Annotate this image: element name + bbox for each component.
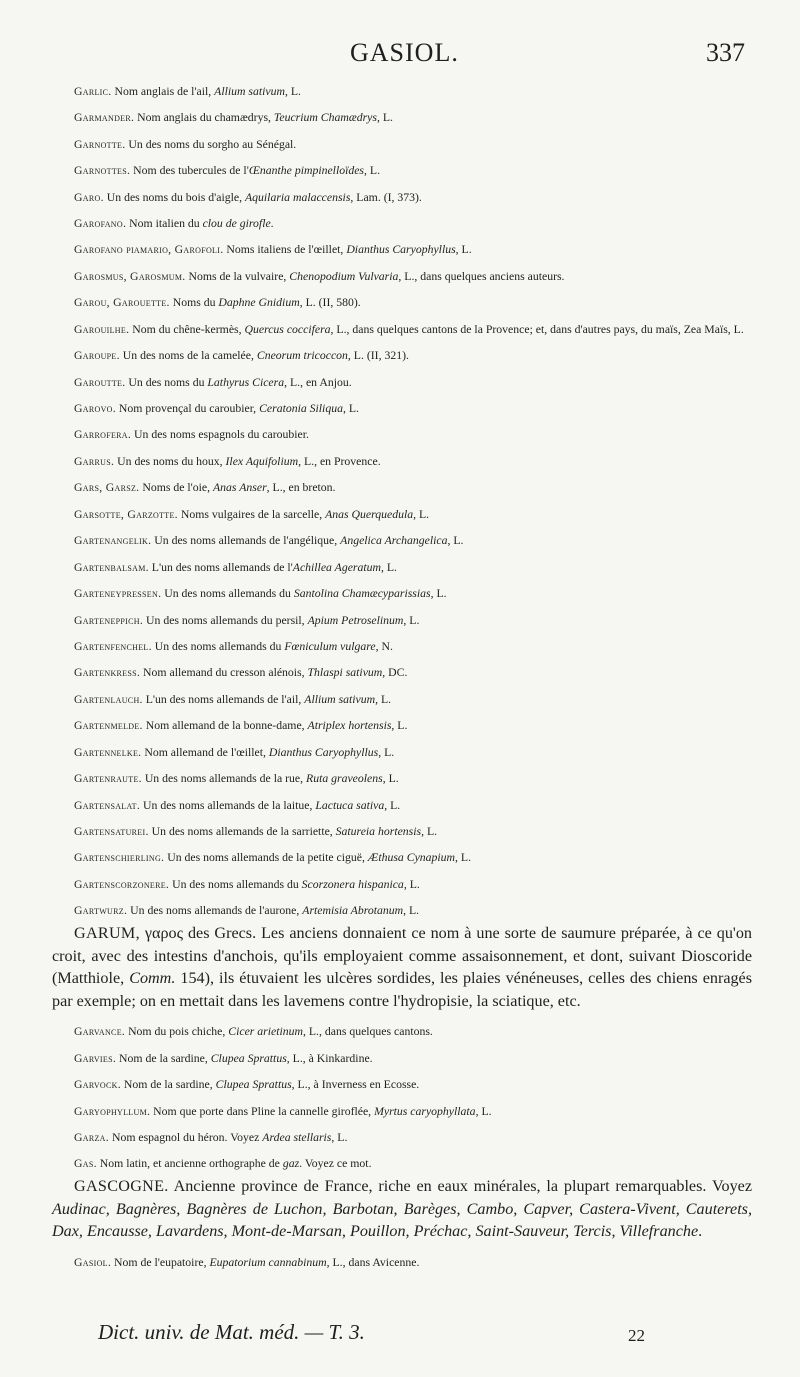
entry-term: Garoupe. (74, 349, 120, 363)
entry-latin-name: Ceratonia Siliqua (259, 402, 343, 415)
dictionary-entry (52, 1078, 752, 1093)
entry-definition: Un des noms allemands de la rue, (144, 772, 307, 786)
entry-term: Gas. (74, 1157, 97, 1171)
entry-term: Garrus. (74, 454, 115, 468)
entry-term: Garovo. (74, 402, 116, 415)
entry-definition: Nom du pois chiche, (128, 1025, 229, 1039)
dictionary-entry (52, 1131, 752, 1146)
dictionary-entry (52, 1105, 752, 1120)
entry-definition: Nom allemand de l'œillet, (144, 745, 269, 759)
entry-term: Garvock. (74, 1078, 121, 1092)
entry-definition: Un des noms allemands de la laitue, (143, 798, 316, 812)
entry-latin-name: Anas Anser (213, 481, 267, 495)
entry-definition: L'un des noms allemands de l' (151, 560, 293, 574)
dictionary-entry (52, 799, 752, 814)
page-number: 337 (706, 38, 745, 67)
entry-latin-name: Clupea Sprattus (210, 1051, 287, 1065)
entry-tail: , DC. (382, 666, 408, 680)
entry-latin-name: Achillea Ageratum (292, 560, 381, 574)
entry-term: Garnotte. (74, 137, 126, 151)
dictionary-entry (52, 85, 752, 100)
entry-latin-name: Comm. (129, 970, 176, 988)
entry-term: Garo. (74, 190, 104, 204)
entry-definition: Noms vulgaires de la sarcelle, (180, 507, 326, 521)
entry-term: Garofano piamario, Garofoli. (74, 243, 224, 257)
entry-tail: 154), ils étuvaient les ulcères sordides, les plaies vénéneuses, celles des chiens enragés par exemple; on en mettait dans les lavemens contre l'hydropisie, la sciatique, etc. (52, 970, 752, 1010)
entry-latin-name: Apium Petroselinum (307, 613, 404, 627)
entry-definition: Nom anglais du chamædrys, (137, 111, 274, 125)
entry-definition: Ancienne province de France, riche en eaux minérales, la plupart remarquables. Voyez (173, 1178, 752, 1196)
entry-tail: , L. (382, 772, 399, 786)
entry-tail: , L. (475, 1104, 492, 1118)
entry-definition: Nom de l'eupatoire, (114, 1255, 210, 1269)
entry-definition: Nom de la sardine, (123, 1078, 216, 1092)
dictionary-entry (52, 851, 752, 866)
entry-tail: , Lam. (I, 373). (350, 190, 422, 204)
entry-definition: Nom allemand de la bonne-dame, (145, 719, 308, 733)
entry-term: Garza. (74, 1131, 110, 1144)
entry-tail: , L., dans quelques anciens auteurs. (398, 269, 565, 283)
entry-tail: . (698, 1223, 703, 1241)
entry-tail: , L. (447, 534, 464, 548)
entry-term: Garouilhe. (74, 322, 130, 336)
dictionary-entry (52, 138, 752, 153)
entry-tail: , L. (384, 798, 401, 812)
entry-term: Gartenschierling. (74, 851, 165, 865)
dictionary-entry (52, 1157, 752, 1172)
printer-signature: Dict. univ. de Mat. méd. — T. 3. (98, 1320, 365, 1344)
entry-tail: , L. (391, 719, 408, 733)
dictionary-entry (52, 1256, 752, 1271)
dictionary-entry (52, 164, 752, 179)
dictionary-entry (52, 508, 752, 523)
entry-latin-name: Quercus coccifera (244, 322, 331, 336)
entry-latin-name: Æthusa Cynapium (367, 851, 456, 865)
dictionary-entry (52, 878, 752, 893)
entry-latin-name: clou de girofle (202, 216, 271, 230)
entry-definition: Noms du (172, 296, 219, 310)
entry-definition: Un des noms allemands de l'aurone, (130, 904, 303, 918)
entry-tail: , L., dans quelques cantons de la Provence; et, dans d'autres pays, du maïs, Zea Maïs, L. (330, 322, 744, 336)
entry-definition: Nom du chêne-kermès, (132, 322, 245, 336)
entry-definition: Un des noms allemands de la sarriette, (151, 825, 336, 838)
dictionary-entry (52, 923, 752, 1014)
entry-definition: Un des noms du houx, (117, 454, 226, 468)
entry-latin-name: Cicer arietinum (228, 1025, 303, 1039)
entry-latin-name: Atriplex hortensis (307, 719, 392, 733)
entry-definition: Nom latin, et ancienne orthographe de (99, 1157, 283, 1171)
dictionary-entry (52, 428, 752, 443)
entry-latin-name: Ruta graveolens (306, 772, 383, 786)
entry-term: Gartenraute. (74, 772, 142, 786)
entry-tail: , L. (403, 904, 420, 918)
dictionary-entry (52, 772, 752, 787)
entry-tail: , L. (403, 613, 420, 627)
entry-term: Gars, Garsz. (74, 481, 140, 495)
entry-tail: , L., à Kinkardine. (286, 1051, 373, 1065)
entry-tail: , L. (364, 164, 381, 178)
entry-tail: , L. (413, 507, 430, 521)
entry-term: Garteneypressen. (74, 587, 162, 601)
dictionary-entry (52, 666, 752, 681)
entry-term: Garmander. (74, 111, 135, 125)
entry-tail: , L. (380, 560, 397, 574)
dictionary-entry (52, 111, 752, 126)
dictionary-entry (52, 614, 752, 629)
dictionary-entry (52, 481, 752, 496)
entry-latin-name: Anas Querquedula (325, 507, 414, 521)
entry-term: Gartensaturei. (74, 825, 149, 838)
entry-latin-name: Daphne Gnidium (218, 296, 300, 310)
entry-tail: . Voyez ce mot. (299, 1157, 372, 1171)
dictionary-entry (52, 376, 752, 391)
entry-tail: , L. (403, 877, 420, 891)
entry-latin-name: Ilex Aquifolium (225, 454, 299, 468)
entry-tail: , L. (378, 745, 395, 759)
entry-tail: , L. (455, 243, 472, 257)
entry-term: Gartennelke. (74, 745, 142, 759)
entry-latin-name: Allium sativum (214, 84, 285, 98)
entry-definition: L'un des noms allemands de l'ail, (145, 692, 305, 706)
entry-definition: Un des noms espagnols du caroubier. (134, 428, 309, 442)
entry-definition: Un des noms allemands du (164, 587, 294, 601)
entry-latin-name: gaz (282, 1157, 300, 1171)
entry-term: Garoutte. (74, 375, 126, 389)
page-header (0, 38, 800, 70)
entry-tail: , L., en Anjou. (284, 375, 352, 389)
dictionary-entry (52, 1052, 752, 1067)
entry-tail: , N. (375, 639, 393, 653)
dictionary-entry (52, 455, 752, 470)
entry-latin-name: Clupea Sprattus (215, 1078, 292, 1092)
dictionary-entry (52, 349, 752, 364)
entry-term: Gartenbalsam. (74, 560, 149, 574)
dictionary-entry (52, 296, 752, 311)
entry-latin-name: Audinac, Bagnères, Bagnères de Luchon, Barbotan, Barèges, Cambo, Capver, Castera-Vivent, Cauterets, Dax, Encausse, Lavardens, Mont-de-Marsan, Pouillon, Préchac, Saint-Sauveur, Tercis, Villefranche (52, 1200, 752, 1241)
dictionary-entry (52, 904, 752, 919)
entry-definition: Nom de la sardine, (119, 1051, 211, 1065)
entry-term: Gartenscorzonere. (74, 877, 170, 891)
dictionary-entry (52, 640, 752, 655)
entry-term: GASCOGNE. (74, 1178, 169, 1196)
entry-definition: Noms de l'oie, (142, 481, 213, 495)
entry-term: Garofano. (74, 216, 127, 230)
entry-term: Gartenfenchel. (74, 639, 152, 653)
dictionary-entry (52, 191, 752, 206)
entry-term: Garsotte, Garzotte. (74, 507, 178, 521)
entry-definition: Nom provençal du caroubier, (118, 402, 260, 415)
dictionary-entry (52, 243, 752, 258)
entry-latin-name: Teucrium Chamædrys (273, 111, 377, 125)
entry-latin-name: Eupatorium cannabinum (209, 1255, 327, 1269)
entry-definition: Un des noms du bois d'aigle, (106, 190, 245, 204)
entry-latin-name: Fœniculum vulgare (284, 639, 376, 653)
dictionary-entry (52, 323, 752, 338)
entry-latin-name: Dianthus Caryophyllus (268, 745, 379, 759)
dictionary-entry (52, 746, 752, 761)
entry-tail: , L. (376, 111, 393, 125)
entry-latin-name: Angelica Archangelica (340, 534, 448, 548)
page-footer (88, 1320, 708, 1348)
entry-term: Gasiol. (74, 1255, 112, 1269)
entry-tail: , L. (331, 1131, 348, 1144)
entry-latin-name: Allium sativum (304, 692, 376, 706)
entry-tail: , L. (375, 692, 392, 706)
entry-latin-name: Chenopodium Vulvaria (289, 269, 399, 283)
entry-term: Garvies. (74, 1051, 117, 1065)
entry-latin-name: Cneorum tricoccon (256, 349, 348, 363)
entry-tail: , L., à Inverness en Ecosse. (291, 1078, 420, 1092)
dictionary-entry (52, 402, 752, 417)
entry-term: Garlic. (74, 84, 112, 98)
entry-definition: Nom allemand du cresson alénois, (143, 666, 308, 680)
entry-definition: Un des noms du (128, 375, 208, 389)
dictionary-entry (52, 719, 752, 734)
entry-latin-name: Dianthus Caryophyllus (346, 243, 456, 257)
entry-list (52, 73, 752, 1273)
dictionary-entry (52, 1176, 752, 1244)
entry-definition: Nom anglais de l'ail, (114, 84, 215, 98)
entry-term: Gartenkress. (74, 666, 141, 680)
entry-definition: Nom espagnol du héron. Voyez (111, 1131, 263, 1144)
dictionary-entry (52, 693, 752, 708)
entry-definition: Noms italiens de l'œillet, (226, 243, 347, 257)
entry-definition: Un des noms allemands du (172, 877, 302, 891)
entry-definition: Nom des tubercules de l' (133, 164, 249, 178)
dictionary-entry (52, 587, 752, 602)
entry-definition: Un des noms du sorgho au Sénégal. (128, 137, 297, 151)
dictionary-entry (52, 1025, 752, 1040)
entry-definition: Un des noms allemands de la petite ciguë, (167, 851, 368, 865)
entry-definition: Nom italien du (129, 216, 203, 230)
entry-term: Gartwurz. (74, 904, 128, 918)
entry-term: Gartenangelik. (74, 534, 152, 548)
entry-term: Garou, Garouette. (74, 296, 170, 310)
entry-term: Garnottes. (74, 164, 131, 178)
entry-latin-name: Santolina Chamæcyparissias (293, 587, 431, 601)
entry-term: Garyophyllum. (74, 1104, 151, 1118)
entry-tail: , L. (II, 580). (299, 296, 361, 310)
entry-tail: . (270, 216, 274, 230)
entry-term: Garrofera. (74, 428, 132, 442)
entry-term: Garteneppich. (74, 613, 144, 627)
entry-latin-name: Thlaspi sativum (307, 666, 383, 680)
entry-term: GARUM, (74, 925, 140, 942)
entry-term: Gartenmelde. (74, 719, 143, 733)
signature-mark: 22 (628, 1326, 645, 1345)
entry-tail: , L. (II, 321). (347, 349, 409, 363)
dictionary-entry (52, 217, 752, 232)
entry-tail: , L., dans Avicenne. (326, 1255, 420, 1269)
entry-latin-name: Ardea stellaris (262, 1131, 332, 1144)
entry-tail: , L. (421, 825, 438, 838)
dictionary-entry (52, 534, 752, 549)
entry-latin-name: Aquilaria malaccensis (244, 190, 351, 204)
entry-definition: Un des noms allemands du persil, (146, 613, 308, 627)
entry-latin-name: Myrtus caryophyllata (374, 1104, 476, 1118)
dictionary-entry (52, 270, 752, 285)
entry-tail: , L. (430, 587, 447, 601)
entry-latin-name: Lathyrus Cicera (207, 375, 285, 389)
entry-tail: , L., en breton. (266, 481, 336, 495)
entry-latin-name: Artemisia Abrotanum (302, 904, 404, 918)
entry-latin-name: Lactuca sativa (315, 798, 385, 812)
entry-latin-name: Œnanthe pimpinelloïdes (248, 164, 365, 178)
entry-definition: Nom que porte dans Pline la cannelle giroflée, (153, 1104, 375, 1118)
entry-definition: γαρος des Grecs. Les anciens donnaient ce nom à une sorte de saumure préparée, à ce qu'on croit, avec des intestins d'anchois, qu'ils employaient comme assaisonnement, et dont, suivant Dioscoride (Matthiole, (52, 925, 752, 988)
entry-definition: Un des noms allemands de l'angélique, (154, 534, 341, 548)
dictionary-entry (52, 825, 752, 840)
dictionary-entry (52, 561, 752, 576)
entry-latin-name: Scorzonera hispanica (301, 877, 404, 891)
entry-definition: Noms de la vulvaire, (188, 269, 290, 283)
entry-term: Garosmus, Garosmum. (74, 269, 186, 283)
entry-latin-name: Satureia hortensis (335, 825, 422, 838)
entry-tail: , L. (342, 402, 359, 415)
entry-definition: Un des noms allemands du (154, 639, 285, 653)
entry-definition: Un des noms de la camelée, (122, 349, 257, 363)
entry-term: Gartensalat. (74, 798, 141, 812)
entry-tail: , L. (284, 84, 301, 98)
entry-tail: , L. (455, 851, 472, 865)
entry-tail: , L., dans quelques cantons. (302, 1025, 433, 1039)
entry-term: Gartenlauch. (74, 692, 143, 706)
entry-tail: , L., en Provence. (298, 454, 381, 468)
entry-term: Garvance. (74, 1025, 126, 1039)
running-head: GASIOL. (350, 38, 459, 67)
